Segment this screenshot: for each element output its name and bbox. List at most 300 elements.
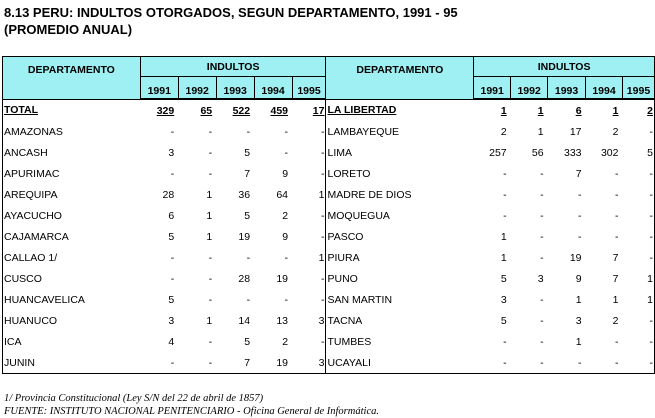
value: -: [578, 230, 582, 243]
left-value-cell: [292, 331, 326, 352]
left-value-cell: [216, 163, 254, 184]
left-department-name: [3, 163, 141, 184]
value: 257: [489, 146, 507, 159]
right-value-cell: [586, 205, 623, 226]
left-value-cell: [254, 352, 292, 374]
left-value-cell: [292, 99, 326, 121]
value: 19: [238, 230, 251, 243]
value: -: [649, 335, 653, 348]
right-value-cell: [548, 289, 586, 310]
right-department-name: [326, 268, 474, 289]
table-row: [3, 163, 655, 184]
department-label: PIURA: [327, 251, 360, 264]
value: -: [208, 335, 213, 348]
value: 3: [168, 314, 175, 327]
value: 5: [244, 146, 251, 159]
right-value-cell: [474, 99, 511, 121]
value: -: [284, 251, 289, 264]
left-value-cell: [254, 163, 292, 184]
year-header: 1992: [178, 77, 216, 100]
left-value-cell: [216, 226, 254, 247]
value: 64: [276, 188, 289, 201]
right-value-cell: [474, 121, 511, 142]
left-value-cell: [178, 163, 216, 184]
left-value-cell: [178, 184, 216, 205]
value: 7: [575, 167, 582, 180]
value: 3: [575, 314, 582, 327]
value: 1: [206, 314, 213, 327]
right-value-cell: [511, 226, 548, 247]
right-value-cell: [548, 268, 586, 289]
right-value-cell: [548, 184, 586, 205]
value: 19: [569, 251, 582, 264]
department-label: PUNO: [327, 272, 358, 285]
right-value-cell: [474, 310, 511, 331]
value: -: [503, 335, 507, 348]
year-header: 1995: [622, 77, 654, 100]
value: 1: [500, 104, 507, 117]
department-label: TACNA: [327, 314, 363, 327]
department-label: HUANCAVELICA: [4, 293, 85, 306]
value: 1: [647, 272, 653, 285]
left-value-cell: [254, 142, 292, 163]
value: 522: [232, 104, 251, 117]
right-value-cell: [622, 268, 654, 289]
right-department-name: [326, 163, 474, 184]
value: -: [540, 230, 544, 243]
value: -: [540, 335, 544, 348]
value: -: [320, 146, 325, 159]
left-value-cell: [216, 247, 254, 268]
right-department-name: [326, 289, 474, 310]
value: -: [320, 209, 325, 222]
department-label: SAN MARTIN: [327, 293, 393, 306]
left-value-cell: [292, 205, 326, 226]
left-value-cell: [140, 331, 178, 352]
value: 6: [575, 104, 582, 117]
value: -: [540, 314, 544, 327]
table-row: [3, 184, 655, 205]
value: 9: [575, 272, 582, 285]
value: -: [649, 125, 653, 138]
value: -: [503, 356, 507, 369]
value: 9: [282, 230, 289, 243]
value: -: [614, 167, 619, 180]
value: -: [320, 272, 325, 285]
value: -: [208, 251, 213, 264]
left-department-name: [3, 289, 141, 310]
right-value-cell: [511, 310, 548, 331]
right-indultos-header: INDULTOS: [474, 57, 655, 77]
year-header: 1991: [140, 77, 178, 100]
value: 2: [612, 314, 619, 327]
value: -: [649, 251, 653, 264]
value: -: [170, 167, 175, 180]
left-value-cell: [292, 268, 326, 289]
right-value-cell: [586, 184, 623, 205]
value: 1: [537, 104, 544, 117]
value: 1: [318, 188, 325, 201]
left-value-cell: [140, 205, 178, 226]
left-dept-header: DEPARTAMENTO: [3, 57, 141, 100]
value: -: [649, 188, 653, 201]
left-department-name: [3, 184, 141, 205]
value: 1: [500, 251, 507, 264]
right-value-cell: [511, 163, 548, 184]
value: -: [208, 146, 213, 159]
year-header: 1994: [586, 77, 623, 100]
value: -: [284, 293, 289, 306]
left-value-cell: [292, 142, 326, 163]
value: 1: [575, 293, 582, 306]
year-header: 1992: [511, 77, 548, 100]
value: -: [614, 356, 619, 369]
value: 5: [244, 335, 251, 348]
left-department-name: [3, 331, 141, 352]
value: 56: [531, 146, 544, 159]
right-value-cell: [511, 289, 548, 310]
value: 1: [318, 251, 325, 264]
year-header: 1993: [216, 77, 254, 100]
value: -: [246, 251, 251, 264]
value: 4: [168, 335, 175, 348]
right-value-cell: [622, 121, 654, 142]
value: 13: [276, 314, 289, 327]
right-value-cell: [511, 142, 548, 163]
value: 9: [282, 167, 289, 180]
year-header: 1993: [548, 77, 586, 100]
right-department-name: [326, 352, 474, 374]
value: -: [503, 167, 507, 180]
left-value-cell: [254, 99, 292, 121]
right-value-cell: [474, 331, 511, 352]
value: 3: [318, 314, 325, 327]
left-value-cell: [216, 99, 254, 121]
value: -: [649, 356, 653, 369]
right-department-name: [326, 99, 474, 121]
value: 7: [244, 356, 251, 369]
left-value-cell: [292, 247, 326, 268]
right-department-name: [326, 205, 474, 226]
value: 28: [238, 272, 251, 285]
value: -: [320, 167, 325, 180]
right-value-cell: [548, 142, 586, 163]
right-value-cell: [511, 184, 548, 205]
left-value-cell: [216, 121, 254, 142]
left-value-cell: [140, 247, 178, 268]
right-value-cell: [586, 163, 623, 184]
right-value-cell: [622, 226, 654, 247]
right-value-cell: [511, 331, 548, 352]
value: 5: [168, 293, 175, 306]
left-value-cell: [216, 289, 254, 310]
right-value-cell: [474, 184, 511, 205]
department-label: PASCO: [327, 230, 364, 243]
left-value-cell: [216, 310, 254, 331]
right-value-cell: [586, 268, 623, 289]
table-row: [3, 121, 655, 142]
left-value-cell: [292, 121, 326, 142]
value: 1: [537, 125, 544, 138]
table-row: [3, 352, 655, 374]
left-value-cell: [254, 121, 292, 142]
value: -: [170, 251, 175, 264]
value: -: [614, 230, 619, 243]
right-value-cell: [622, 184, 654, 205]
value: -: [170, 272, 175, 285]
table-subtitle: (PROMEDIO ANUAL): [4, 22, 133, 37]
left-value-cell: [140, 163, 178, 184]
right-value-cell: [622, 289, 654, 310]
value: 329: [156, 104, 175, 117]
value: -: [208, 356, 213, 369]
footnote: 1/ Provincia Constitucional (Ley S/N del 22 de abril de 1857): [4, 393, 264, 404]
table-body: [3, 99, 655, 374]
left-indultos-header: INDULTOS: [140, 57, 326, 77]
notes: [4, 392, 379, 418]
left-value-cell: [178, 99, 216, 121]
table-title: 8.13 PERU: INDULTOS OTORGADOS, SEGUN DEPARTAMENTO, 1991 - 95: [4, 5, 458, 20]
value: 333: [564, 146, 582, 159]
value: 5: [647, 146, 653, 159]
value: -: [614, 209, 619, 222]
value: 459: [270, 104, 289, 117]
right-value-cell: [511, 205, 548, 226]
right-value-cell: [586, 99, 623, 121]
value: -: [170, 356, 175, 369]
value: 1: [647, 293, 653, 306]
left-value-cell: [292, 163, 326, 184]
left-value-cell: [292, 184, 326, 205]
value: 2: [282, 209, 289, 222]
right-value-cell: [548, 352, 586, 374]
value: -: [208, 125, 213, 138]
department-label: AREQUIPA: [4, 188, 58, 201]
value: 19: [276, 272, 289, 285]
value: -: [320, 230, 325, 243]
left-department-name: [3, 205, 141, 226]
right-value-cell: [586, 352, 623, 374]
value: -: [649, 167, 653, 180]
right-value-cell: [548, 99, 586, 121]
department-label: LA LIBERTAD: [327, 104, 397, 117]
department-label: ANCASH: [4, 146, 48, 159]
table-row: [3, 226, 655, 247]
right-value-cell: [586, 247, 623, 268]
value: 1: [612, 293, 619, 306]
left-value-cell: [140, 142, 178, 163]
value: -: [649, 230, 653, 243]
value: 3: [500, 293, 507, 306]
table-row: [3, 268, 655, 289]
right-value-cell: [622, 247, 654, 268]
value: -: [208, 272, 213, 285]
right-value-cell: [586, 289, 623, 310]
department-label: CUSCO: [4, 272, 42, 285]
value: 1: [612, 104, 619, 117]
value: 65: [200, 104, 213, 117]
right-value-cell: [622, 142, 654, 163]
value: 1: [206, 209, 213, 222]
value: 36: [238, 188, 251, 201]
left-value-cell: [254, 184, 292, 205]
left-value-cell: [254, 331, 292, 352]
left-value-cell: [178, 310, 216, 331]
right-department-name: [326, 247, 474, 268]
left-department-name: [3, 99, 141, 121]
left-department-name: [3, 352, 141, 374]
right-value-cell: [548, 205, 586, 226]
right-value-cell: [622, 352, 654, 374]
left-value-cell: [292, 226, 326, 247]
left-value-cell: [140, 352, 178, 374]
value: -: [540, 251, 544, 264]
value: -: [246, 293, 251, 306]
left-value-cell: [254, 205, 292, 226]
left-value-cell: [254, 310, 292, 331]
left-value-cell: [178, 226, 216, 247]
right-value-cell: [586, 331, 623, 352]
left-value-cell: [140, 289, 178, 310]
right-value-cell: [622, 310, 654, 331]
right-value-cell: [586, 310, 623, 331]
value: -: [320, 293, 325, 306]
value: 302: [600, 146, 619, 159]
value: 2: [612, 125, 619, 138]
left-value-cell: [140, 226, 178, 247]
left-value-cell: [254, 268, 292, 289]
value: 3: [537, 272, 544, 285]
left-value-cell: [178, 289, 216, 310]
left-value-cell: [254, 247, 292, 268]
left-value-cell: [216, 331, 254, 352]
left-department-name: [3, 310, 141, 331]
department-label: LIMA: [327, 146, 352, 159]
value: 5: [500, 314, 507, 327]
left-value-cell: [178, 352, 216, 374]
value: -: [614, 335, 619, 348]
value: 5: [244, 209, 251, 222]
right-value-cell: [474, 205, 511, 226]
department-label: JUNIN: [4, 356, 35, 369]
indultos-table: [2, 56, 655, 374]
right-value-cell: [511, 99, 548, 121]
left-department-name: [3, 247, 141, 268]
value: -: [649, 314, 653, 327]
department-label: MADRE DE DIOS: [327, 188, 412, 201]
left-value-cell: [140, 184, 178, 205]
left-value-cell: [292, 289, 326, 310]
left-department-name: [3, 226, 141, 247]
value: -: [614, 188, 619, 201]
right-department-name: [326, 184, 474, 205]
value: 1: [206, 230, 213, 243]
left-value-cell: [216, 184, 254, 205]
left-value-cell: [140, 99, 178, 121]
left-value-cell: [178, 121, 216, 142]
value: 1: [206, 188, 213, 201]
table-row: [3, 289, 655, 310]
table-row: [3, 99, 655, 121]
value: -: [320, 125, 325, 138]
right-department-name: [326, 310, 474, 331]
year-header: 1994: [254, 77, 292, 100]
value: 2: [647, 104, 653, 117]
right-value-cell: [548, 121, 586, 142]
year-header: 1995: [292, 77, 326, 100]
value: 1: [500, 230, 507, 243]
right-value-cell: [474, 226, 511, 247]
value: -: [503, 209, 507, 222]
department-label: MOQUEGUA: [327, 209, 390, 222]
right-value-cell: [548, 163, 586, 184]
left-department-name: [3, 121, 141, 142]
right-value-cell: [622, 99, 654, 121]
value: -: [649, 209, 653, 222]
left-value-cell: [140, 121, 178, 142]
value: -: [540, 293, 544, 306]
right-value-cell: [622, 163, 654, 184]
left-value-cell: [178, 268, 216, 289]
value: 7: [244, 167, 251, 180]
value: 2: [500, 125, 507, 138]
department-label: HUANUCO: [4, 314, 58, 327]
right-value-cell: [474, 163, 511, 184]
department-label: TOTAL: [4, 104, 39, 117]
right-dept-header: DEPARTAMENTO: [326, 57, 474, 100]
right-value-cell: [586, 121, 623, 142]
right-value-cell: [511, 268, 548, 289]
left-value-cell: [216, 352, 254, 374]
value: -: [208, 293, 213, 306]
value: 19: [276, 356, 289, 369]
right-value-cell: [548, 247, 586, 268]
right-value-cell: [622, 205, 654, 226]
left-value-cell: [178, 247, 216, 268]
table-row: [3, 310, 655, 331]
department-label: UCAYALI: [327, 356, 371, 369]
value: 1: [575, 335, 582, 348]
right-value-cell: [474, 268, 511, 289]
value: -: [540, 356, 544, 369]
value: 7: [612, 272, 619, 285]
department-label: LAMBAYEQUE: [327, 125, 400, 138]
left-value-cell: [178, 142, 216, 163]
department-label: AMAZONAS: [4, 125, 63, 138]
department-label: ICA: [4, 335, 22, 348]
left-department-name: [3, 142, 141, 163]
right-department-name: [326, 226, 474, 247]
value: -: [540, 209, 544, 222]
department-label: AYACUCHO: [4, 209, 62, 222]
left-value-cell: [292, 352, 326, 374]
value: -: [578, 209, 582, 222]
right-value-cell: [548, 226, 586, 247]
right-value-cell: [474, 142, 511, 163]
right-value-cell: [586, 142, 623, 163]
value: 6: [168, 209, 175, 222]
value: 17: [569, 125, 582, 138]
left-department-name: [3, 268, 141, 289]
value: 7: [612, 251, 619, 264]
value: 28: [162, 188, 175, 201]
table-title-block: [4, 4, 458, 38]
table-row: [3, 142, 655, 163]
left-value-cell: [140, 310, 178, 331]
left-value-cell: [216, 205, 254, 226]
value: -: [284, 125, 289, 138]
value: -: [320, 335, 325, 348]
